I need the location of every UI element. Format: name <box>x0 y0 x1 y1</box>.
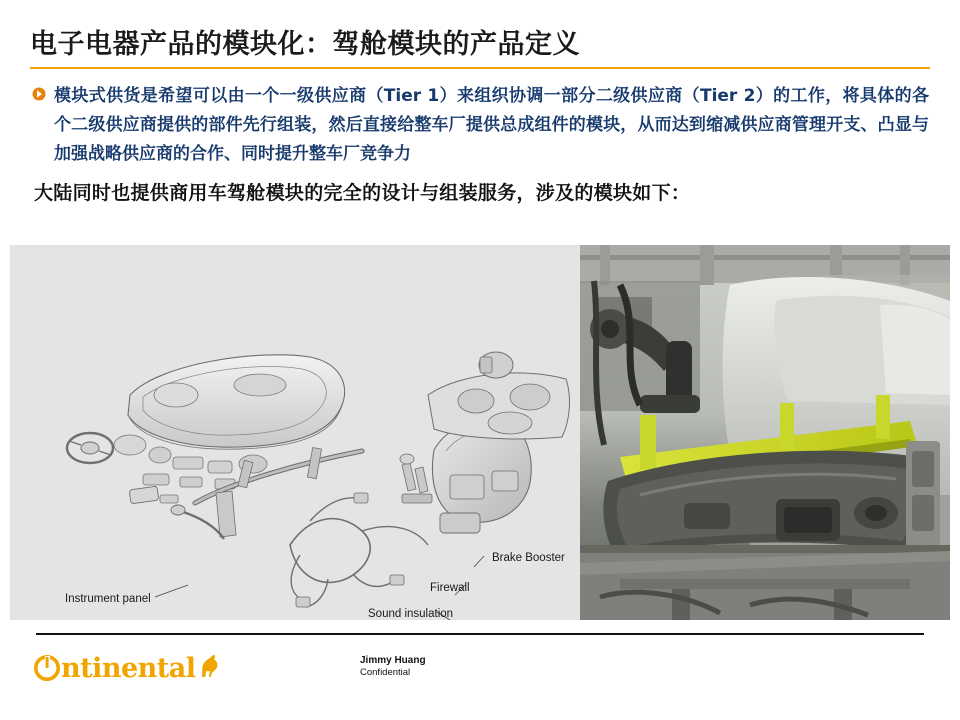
author-name: Jimmy Huang <box>360 655 426 666</box>
continental-horse-icon <box>198 654 220 683</box>
page-title: 电子电器产品的模块化：驾舱模块的产品定义 <box>30 29 580 60</box>
diagram-label: Brake Booster <box>492 552 565 564</box>
title-row <box>30 22 930 69</box>
continental-c-icon <box>34 655 60 681</box>
diagram-label: Sound insulation <box>368 608 454 620</box>
subheading: 大陆同时也提供商用车驾舱模块的完全的设计与组装服务，涉及的模块如下： <box>34 182 691 204</box>
diagram-label: Firewall <box>430 582 470 594</box>
diagram-label: Instrument panel <box>65 593 151 605</box>
continental-logo <box>34 652 220 684</box>
bullet-paragraph: 模块式供货是希望可以由一个一级供应商（Tier 1）来组织协调一部分二级供应商（Tier 2）的工作，将具体的各个二级供应商提供的部件先行组装，然后直接给整车厂提供总成组件的模块，从而达到缩减供应商管理开支、凸显与加强战略供应商的合作、同时提升整车厂竞争力 <box>54 86 929 164</box>
orange-arrow-bullet-icon <box>32 87 46 101</box>
figure-panel <box>10 245 950 620</box>
title-underline-divider <box>30 67 930 69</box>
footer-meta <box>360 655 426 679</box>
assembly-line-cockpit-module-photo <box>580 245 950 620</box>
continental-logo-text: ntinental <box>61 652 196 684</box>
confidentiality-label: Confidential <box>360 667 411 678</box>
footer-divider <box>36 633 924 635</box>
bullet-block <box>32 82 932 169</box>
cockpit-module-exploded-diagram <box>10 245 580 620</box>
